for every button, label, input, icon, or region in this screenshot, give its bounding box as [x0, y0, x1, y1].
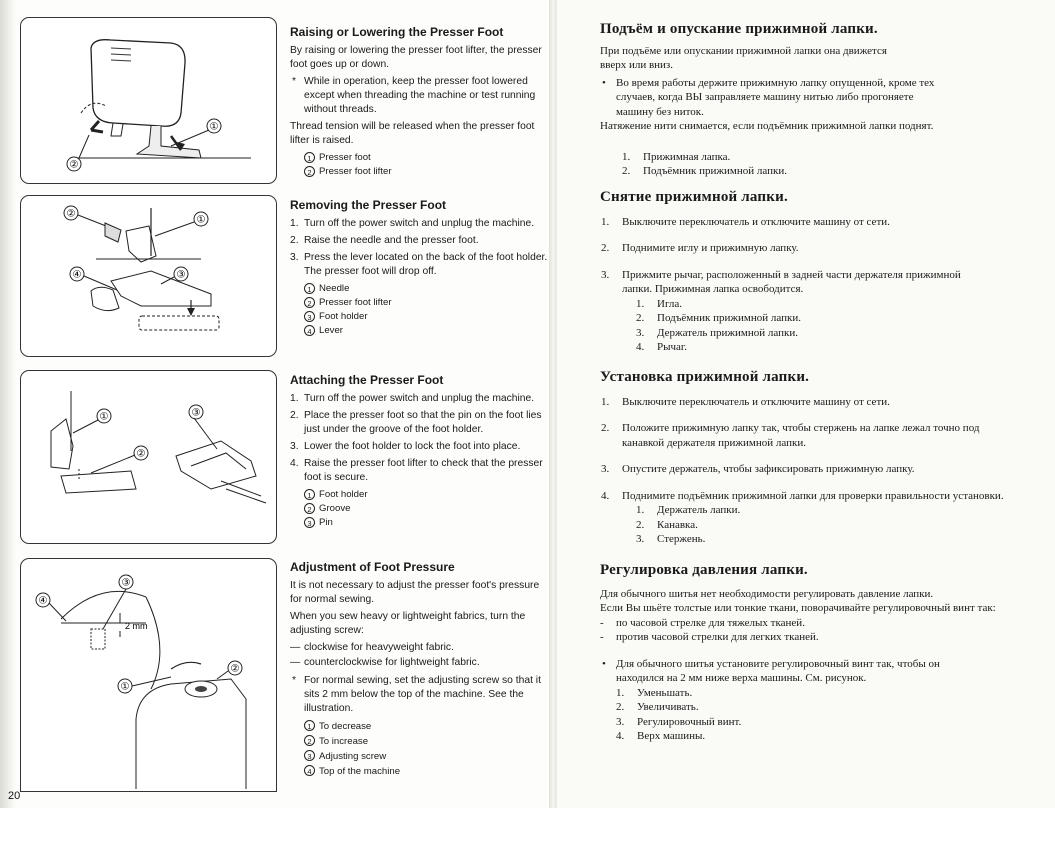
legend-list: [622, 150, 1050, 179]
legend-item: [616, 729, 1050, 744]
legend-number: 4.: [616, 730, 625, 742]
dash-mark: —: [290, 657, 301, 668]
legend-text: Foot holder: [319, 311, 368, 322]
legend-number: 3.: [636, 533, 645, 545]
legend-text: To decrease: [319, 721, 372, 732]
legend-item: [304, 296, 548, 310]
foot-pressure-screw-icon: [21, 559, 276, 791]
paragraph: Натяжение нити снимается, если подъёмник прижимной лапки поднят.: [600, 120, 934, 132]
step-item: [600, 395, 1050, 410]
legend-item: [636, 326, 1050, 341]
step-number: 2.: [601, 422, 610, 434]
step-number: 1.: [290, 393, 299, 404]
figure-raising-lowering: [20, 17, 277, 184]
note: [290, 674, 548, 716]
section-title: Подъём и опускание прижимной лапки.: [600, 21, 878, 37]
step-number: 2.: [290, 410, 299, 421]
step-item: [290, 392, 548, 406]
step-item: [600, 421, 982, 450]
step-number: 3.: [290, 441, 299, 452]
paragraph: При подъёме или опускании прижимной лапки она движется вверх или вниз.: [600, 44, 887, 71]
dash-text: counterclockwise for lightweight fabric.: [304, 657, 480, 668]
callout-2: ②: [230, 663, 240, 675]
legend-item: [636, 518, 1050, 533]
section-title: Attaching the Presser Foot: [290, 373, 444, 387]
step-text: Press the lever located on the back of the foot holder. The presser foot will drop off.: [304, 252, 548, 277]
step-item: [290, 217, 548, 231]
dash-mark: -: [600, 616, 604, 629]
dash-text: clockwise for heavyweight fabric.: [304, 642, 454, 653]
section-title: Removing the Presser Foot: [290, 198, 447, 212]
callout-1: ①: [196, 214, 206, 226]
legend-list: [304, 282, 548, 338]
bullet-mark: •: [602, 657, 606, 670]
legend-text: Needle: [319, 283, 350, 294]
legend-number: 1: [304, 152, 315, 163]
callout-1: ①: [99, 411, 109, 423]
legend-list: [304, 488, 548, 530]
legend-item: [304, 749, 548, 764]
legend-item: [304, 488, 548, 502]
en-section-removing: [290, 198, 548, 338]
step-text: Lower the foot holder to lock the foot into place.: [304, 441, 521, 452]
legend-number: 2: [304, 503, 315, 514]
legend-number: 1.: [636, 297, 645, 310]
legend-number: 1.: [636, 504, 645, 516]
legend-text: To increase: [319, 736, 369, 747]
legend-text: Groove: [319, 503, 351, 514]
paragraph: Для обычного шитья нет необходимости регулировать давление лапки.: [600, 587, 934, 600]
legend-text: Pin: [319, 517, 333, 528]
step-number: 1.: [601, 215, 610, 228]
dimension-label: 2 mm: [125, 621, 148, 631]
step-number: 4.: [290, 458, 299, 469]
en-section-attaching: [290, 373, 548, 530]
legend-item: [636, 297, 1050, 312]
legend-number: 2.: [622, 165, 631, 177]
legend-number: 3: [304, 311, 315, 322]
legend-item: [304, 516, 548, 530]
en-section-foot-pressure: [290, 560, 548, 779]
legend-list: [636, 503, 1050, 547]
bullet-text: Для обычного шитья установите регулировочный винт так, чтобы он находился на 2 мм ниже верха машины. См. рисунок.: [616, 657, 940, 684]
step-number: 2.: [601, 242, 610, 254]
step-text: Прижмите рычаг, расположенный в задней части держателя прижимной лапки. Прижимная лапка освободится.: [622, 268, 961, 295]
legend-item: [616, 715, 1050, 730]
step-number: 3.: [601, 463, 610, 475]
legend-item: [616, 700, 1050, 715]
legend-text: Регулировочный винт.: [637, 715, 742, 728]
step-item: [290, 234, 548, 248]
legend-number: 3: [304, 517, 315, 528]
legend-number: 2: [304, 297, 315, 308]
step-text: Raise the presser foot lifter to check that the presser foot is secure.: [304, 458, 543, 483]
legend-text: Стержень.: [657, 533, 706, 545]
legend-text: Подъёмник прижимной лапки.: [643, 165, 787, 177]
step-number: 1.: [290, 218, 299, 229]
book-gutter: [549, 0, 557, 843]
section-title: Регулировка давления лапки.: [600, 562, 808, 578]
legend-text: Держатель прижимной лапки.: [657, 326, 799, 339]
legend-text: Канавка.: [657, 518, 698, 531]
legend-item: [304, 734, 548, 749]
legend-text: Lever: [319, 325, 343, 336]
bullet-mark: •: [602, 76, 606, 89]
step-list: [290, 392, 548, 485]
ru-section-attaching: [600, 370, 1050, 547]
legend-list: [304, 719, 548, 779]
ru-section-foot-pressure: [600, 563, 1050, 744]
callout-1: ①: [120, 681, 130, 693]
ru-section-raising-lowering: [600, 22, 1050, 179]
left-edge-shadow: [0, 0, 16, 843]
legend-number: 1.: [616, 686, 625, 699]
step-item: [600, 268, 967, 297]
legend-number: 4.: [636, 341, 645, 353]
presser-foot-removal-icon: [21, 196, 276, 356]
legend-list: [616, 686, 1050, 744]
step-item: [600, 241, 1050, 256]
callout-2: ②: [66, 208, 76, 220]
legend-number: 2.: [636, 518, 645, 531]
paragraph: It is not necessary to adjust the presser foot's pressure for normal sewing.: [290, 580, 540, 605]
section-title: Установка прижимной лапки.: [600, 369, 810, 385]
legend-list: [304, 151, 548, 179]
legend-item: [304, 324, 548, 338]
legend-text: Держатель лапки.: [657, 504, 741, 516]
step-number: 4.: [601, 489, 610, 502]
legend-number: 2: [304, 166, 315, 177]
dash-mark: —: [290, 642, 301, 653]
figure-foot-pressure: [20, 558, 277, 792]
legend-number: 3.: [636, 326, 645, 339]
legend-item: [304, 310, 548, 324]
bullet-item: [600, 76, 946, 120]
note-text: While in operation, keep the presser foot lowered except when threading the machine or test running without threads.: [304, 76, 536, 115]
legend-item: [636, 311, 1050, 326]
legend-text: Presser foot: [319, 152, 371, 163]
callout-2: ②: [69, 159, 79, 171]
step-text: Raise the needle and the presser foot.: [304, 235, 479, 246]
page-number: 20: [8, 790, 21, 802]
legend-text: Presser foot lifter: [319, 166, 392, 177]
step-text: Опустите держатель, чтобы зафиксировать прижимную лапку.: [622, 463, 915, 475]
legend-item: [622, 164, 1050, 179]
legend-text: Top of the machine: [319, 766, 401, 777]
step-text: Поднимите иглу и прижимную лапку.: [622, 242, 799, 254]
step-text: Выключите переключатель и отключите машину от сети.: [622, 215, 890, 228]
legend-text: Верх машины.: [637, 730, 706, 742]
legend-item: [304, 502, 548, 516]
step-number: 3.: [290, 252, 299, 263]
step-item: [290, 251, 548, 279]
legend-item: [304, 282, 548, 296]
legend-list: [636, 297, 1050, 355]
legend-number: 1: [304, 720, 315, 731]
dash-item: [600, 630, 1050, 645]
note-mark: *: [292, 76, 297, 87]
step-text: Turn off the power switch and unplug the machine.: [304, 393, 535, 404]
legend-text: Уменьшать.: [637, 686, 693, 699]
legend-number: 3: [304, 750, 315, 761]
legend-number: 1: [304, 489, 315, 500]
legend-number: 4: [304, 325, 315, 336]
legend-text: Увеличивать.: [637, 701, 699, 713]
section-title: Adjustment of Foot Pressure: [290, 560, 455, 574]
note: [290, 75, 548, 117]
step-text: Поднимите подъёмник прижимной лапки для проверки правильности установки.: [622, 489, 1004, 502]
bullet-item: [600, 657, 986, 686]
callout-4: ④: [38, 595, 48, 607]
step-item: [290, 440, 548, 454]
step-number: 3.: [601, 268, 610, 281]
scan-bottom-margin: [0, 808, 1055, 843]
legend-item: [622, 150, 1050, 165]
legend-text: Adjusting screw: [319, 751, 387, 762]
legend-text: Подъёмник прижимной лапки.: [657, 312, 801, 324]
legend-number: 3.: [616, 715, 625, 728]
legend-number: 4: [304, 765, 315, 776]
legend-item: [616, 686, 1050, 701]
step-item: [600, 215, 1050, 230]
paragraph: When you sew heavy or lightweight fabrics, turn the adjusting screw:: [290, 611, 526, 636]
legend-text: Игла.: [657, 297, 683, 310]
legend-item: [304, 165, 548, 179]
dash-text: против часовой стрелки для легких тканей.: [616, 631, 819, 643]
figure-removing: [20, 195, 277, 357]
legend-number: 1: [304, 283, 315, 294]
legend-item: [636, 340, 1050, 355]
paragraph: By raising or lowering the presser foot lifter, the presser foot goes up or down.: [290, 45, 542, 70]
step-item: [600, 489, 1050, 504]
step-text: Выключите переключатель и отключите машину от сети.: [622, 395, 890, 408]
callout-1: ①: [209, 121, 219, 133]
legend-item: [304, 719, 548, 734]
legend-text: Foot holder: [319, 489, 368, 500]
figure-attaching: [20, 370, 277, 544]
legend-item: [636, 503, 1050, 518]
step-text: Place the presser foot so that the pin on the foot lies just under the groove of the foot holder.: [304, 410, 542, 435]
legend-number: 2.: [616, 701, 625, 713]
callout-2: ②: [136, 448, 146, 460]
dash-item: [290, 656, 548, 670]
legend-number: 2.: [636, 312, 645, 324]
step-item: [290, 409, 548, 437]
section-title: Снятие прижимной лапки.: [600, 189, 788, 205]
note-text: For normal sewing, set the adjusting screw so that it sits 2 mm below the top of the machine. See the illustration.: [304, 675, 541, 714]
section-title: Raising or Lowering the Presser Foot: [290, 25, 504, 39]
legend-text: Presser foot lifter: [319, 297, 392, 308]
callout-3: ③: [191, 407, 201, 419]
dash-item: [290, 641, 548, 655]
step-text: Turn off the power switch and unplug the machine.: [304, 218, 535, 229]
legend-item: [304, 764, 548, 779]
callout-4: ④: [72, 269, 82, 281]
ru-section-removing: [600, 190, 1050, 355]
legend-number: 2: [304, 735, 315, 746]
legend-number: 1.: [622, 150, 631, 163]
legend-text: Прижимная лапка.: [643, 150, 731, 163]
legend-item: [636, 532, 1050, 547]
legend-item: [304, 151, 548, 165]
step-text: Положите прижимную лапку так, чтобы стержень на лапке лежал точно под канавкой держателя прижимной лапки.: [622, 422, 980, 449]
en-section-raising-lowering: [290, 25, 548, 179]
presser-foot-attach-icon: [21, 371, 276, 543]
step-item: [290, 457, 548, 485]
presser-foot-lift-icon: [21, 18, 276, 183]
step-item: [600, 462, 1050, 477]
paragraph: Если Вы шьёте толстые или тонкие ткани, поворачивайте регулировочный винт так:: [600, 602, 996, 614]
dash-text: по часовой стрелке для тяжелых тканей.: [616, 616, 805, 629]
callout-3: ③: [176, 269, 186, 281]
step-list: [290, 217, 548, 279]
bullet-text: Во время работы держите прижимную лапку опущенной, кроме тех случаев, когда ВЫ заправляете машину нитью либо прогоняете машину без ниток.: [616, 76, 935, 118]
note-mark: *: [292, 675, 297, 686]
legend-text: Рычаг.: [657, 341, 687, 353]
callout-3: ③: [121, 577, 131, 589]
dash-item: [600, 616, 1050, 631]
step-number: 1.: [601, 395, 610, 408]
step-number: 2.: [290, 235, 299, 246]
dash-mark: -: [600, 631, 604, 643]
paragraph: Thread tension will be released when the presser foot lifter is raised.: [290, 121, 535, 146]
